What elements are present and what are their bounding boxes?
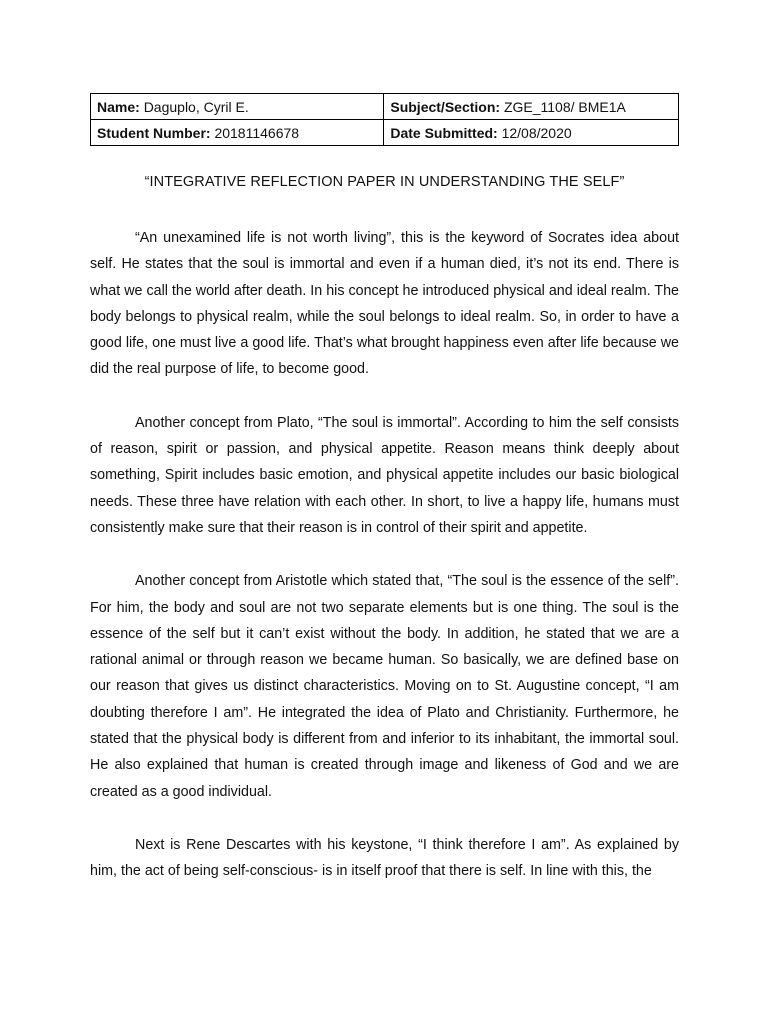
subject-cell	[384, 94, 679, 120]
student-number-value: 20181146678	[214, 124, 300, 141]
student-number-cell	[91, 120, 384, 146]
student-info-table	[90, 93, 679, 146]
paragraph-plato: Another concept from Plato, “The soul is immortal”. According to him the self consists of reason, spirit or passion, and physical appetite. Reason means think deeply about something, Spirit includes basic emotion, and physical appetite includes our basic biological needs. These three have relation with each other. In short, to live a happy life, humans must consistently make sure that their reason is in control of their spirit and appetite.	[90, 414, 679, 536]
table-row	[91, 120, 679, 146]
date-submitted-value: 12/08/2020	[501, 124, 572, 141]
student-number-label: Student Number:	[97, 124, 211, 141]
body-text	[90, 225, 679, 912]
name-label: Name:	[97, 98, 140, 115]
paragraph-socrates: “An unexamined life is not worth living”, this is the keyword of Socrates idea about self. He states that the soul is immortal and even if a human died, it’s not its end. There is what we call the world after death. In his concept he introduced physical and ideal realm. The body belongs to physical realm, while the soul belongs to ideal realm. So, in order to have a good life, one must live a good life. That’s what brought happiness even after life because we did the real purpose of life, to become good.	[90, 230, 679, 378]
date-submitted-cell	[384, 120, 679, 146]
paragraph-descartes: Next is Rene Descartes with his keystone, “I think therefore I am”. As explained by him, the act of being self-conscious- is in itself proof that there is self. In line with this, the	[90, 836, 679, 880]
name-cell	[91, 94, 384, 120]
table-row	[91, 94, 679, 120]
name-value: Daguplo, Cyril E.	[143, 98, 249, 115]
paragraph-aristotle-augustine: Another concept from Aristotle which stated that, “The soul is the essence of the self”. For him, the body and soul are not two separate elements but is one thing. The soul is the essence of the self but it can’t exist without the body. In addition, he stated that we are a rational animal or through reason we became human. So basically, we are defined base on our reason that gives us distinct characteristics. Moving on to St. Augustine concept, “I am doubting therefore I am”. He integrated the idea of Plato and Christianity. Furthermore, he stated that the physical body is different from and inferior to its inhabitant, the immortal soul. He also explained that human is created through image and likeness of God and we are created as a good individual.	[90, 573, 679, 800]
paper-title: “INTEGRATIVE REFLECTION PAPER IN UNDERSTANDING THE SELF”	[144, 174, 625, 190]
subject-value: ZGE_1108/ BME1A	[503, 98, 626, 115]
subject-label: Subject/Section:	[390, 98, 501, 115]
date-submitted-label: Date Submitted:	[390, 124, 498, 141]
